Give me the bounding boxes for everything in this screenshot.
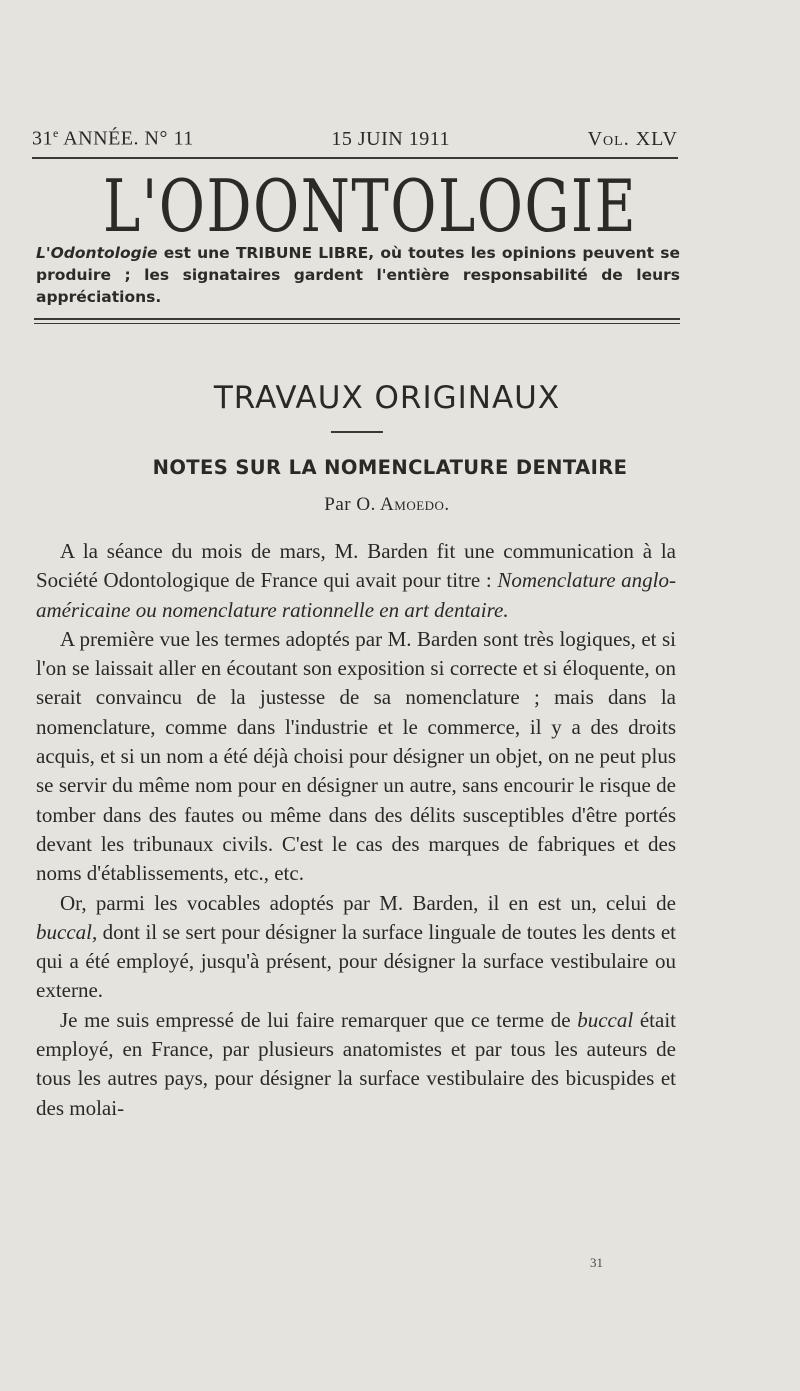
paragraph-italic: buccal, <box>36 919 98 944</box>
article-body <box>36 537 676 1123</box>
paragraph-italic: Nomenclature anglo-américaine ou nomenclature rationnelle en art dentaire. <box>36 568 676 622</box>
paragraph: A première vue les termes adoptés par M. Barden sont très logiques, et si l'on se laissait aller en écoutant son exposition si correcte et si éloquente, on serait convaincu de la justesse de sa nomenclature ; mais dans la nomenclature, comme dans l'industrie et le commerce, il y a des droits acquis, et si un nom a été déjà choisi pour désigner un objet, on ne peut plus se servir du même nom pour en désigner un autre, sans encourir le risque de tomber dans des fautes ou même dans des délits susceptibles d'être portés devant les tribunaux civils. C'est le cas des marques de fabriques et des noms d'établissements, etc., etc. <box>36 626 676 886</box>
author-name: O. Amoedo. <box>356 494 450 515</box>
page-number: 31 <box>590 1255 603 1270</box>
byline-prefix: Par <box>324 494 352 515</box>
double-rule-top <box>34 318 680 320</box>
paragraph-text: dont il se sert pour désigner la surface linguale de toutes les dents et qui a été employé, jusqu'à présent, pour désigner la surface vestibulaire ou externe. <box>36 919 676 1003</box>
issue-year: 31 <box>32 127 53 150</box>
header-rule <box>32 157 678 159</box>
byline <box>32 494 742 516</box>
section-dash <box>331 431 383 433</box>
issue-number <box>32 126 194 151</box>
journal-name: L'Odontologie <box>36 244 158 262</box>
volume-number: Vol. XLV <box>587 127 678 150</box>
paragraph <box>36 889 676 1006</box>
section-title: TRAVAUX ORIGINAUX <box>213 380 561 416</box>
paragraph-text: A la séance du mois de mars, M. Barden fit une communication à la Société Odontologique de France qui avait pour titre : <box>36 539 676 593</box>
paragraph-italic: buccal <box>577 1007 634 1032</box>
issue-year-superscript: e <box>53 126 59 140</box>
paragraph-text: était employé, en France, par plusieurs anatomistes et par tous les auteurs de tous les autres pays, pour désigner la surface vestibulaire des bicuspides et des molai- <box>36 1007 676 1120</box>
issue-rest: ANNÉE. N° 11 <box>63 127 194 150</box>
paragraph <box>36 1006 676 1123</box>
editorial-notice-text: est une TRIBUNE LIBRE, où toutes les opinions peuvent se produire ; les signataires gardent l'entière responsabilité de leurs appréciations. <box>36 244 680 306</box>
paragraph-text: Or, parmi les vocables adoptés par M. Barden, il en est un, celui de <box>60 890 676 915</box>
paragraph <box>36 537 676 625</box>
editorial-notice <box>36 242 680 308</box>
article-title: NOTES SUR LA NOMENCLATURE DENTAIRE <box>152 456 628 479</box>
issue-date: 15 JUIN 1911 <box>331 127 450 150</box>
masthead-title: L'ODONTOLOGIE <box>103 164 638 248</box>
double-rule-bottom <box>34 323 680 324</box>
paragraph-text: Je me suis empressé de lui faire remarquer que ce terme de <box>60 1007 578 1032</box>
running-header <box>32 126 678 151</box>
